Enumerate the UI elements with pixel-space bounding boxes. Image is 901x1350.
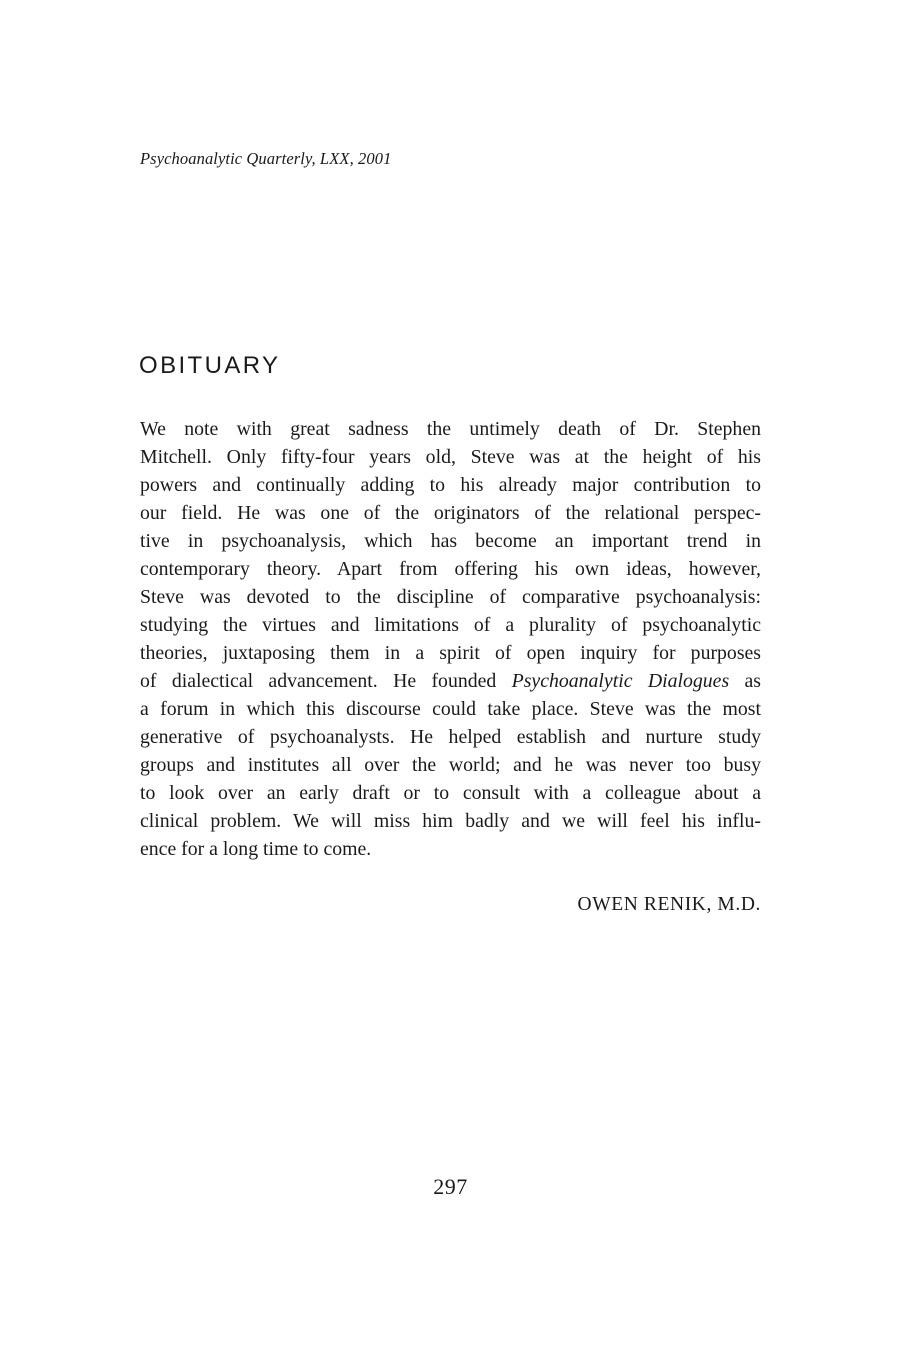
body-line: tive in psychoanalysis, which has become an important trend in <box>140 530 761 552</box>
body-line: generative of psychoanalysts. He helped establish and nurture study <box>140 726 761 748</box>
body-line-end: as <box>744 670 761 692</box>
page-number: 297 <box>433 1174 468 1199</box>
body-line: a forum in which this discourse could take place. Steve was the most <box>140 698 761 720</box>
body-line-with-journal-title <box>140 667 761 695</box>
body-line: We note with great sadness the untimely death of Dr. Stephen <box>140 418 761 440</box>
body-line: groups and institutes all over the world; and he was never too busy <box>140 754 761 776</box>
journal-title-italic: Psychoanalytic Dialogues <box>511 670 730 692</box>
body-line: to look over an early draft or to consult with a colleague about a <box>140 782 761 804</box>
body-line: our field. He was one of the originators of the relational perspec- <box>140 502 761 524</box>
journal-citation: Psychoanalytic Quarterly, LXX, 2001 <box>140 149 392 168</box>
obituary-body <box>140 415 761 863</box>
body-line: Mitchell. Only fifty-four years old, Steve was at the height of his <box>140 446 761 468</box>
body-line: studying the virtues and limitations of a plurality of psychoanalytic <box>140 614 761 636</box>
section-title: OBITUARY <box>139 352 281 379</box>
body-line: contemporary theory. Apart from offering his own ideas, however, <box>140 558 761 580</box>
body-line: Steve was devoted to the discipline of comparative psychoanalysis: <box>140 586 761 608</box>
body-line: clinical problem. We will miss him badly and we will feel his influ- <box>140 810 761 832</box>
author-signature: OWEN RENIK, M.D. <box>577 894 761 915</box>
body-line-start: of dialectical advancement. He founded <box>140 670 497 692</box>
body-line: powers and continually adding to his already major contribution to <box>140 474 761 496</box>
body-line-last: ence for a long time to come. <box>140 838 372 860</box>
body-line: theories, juxtaposing them in a spirit of open inquiry for purposes <box>140 642 761 664</box>
